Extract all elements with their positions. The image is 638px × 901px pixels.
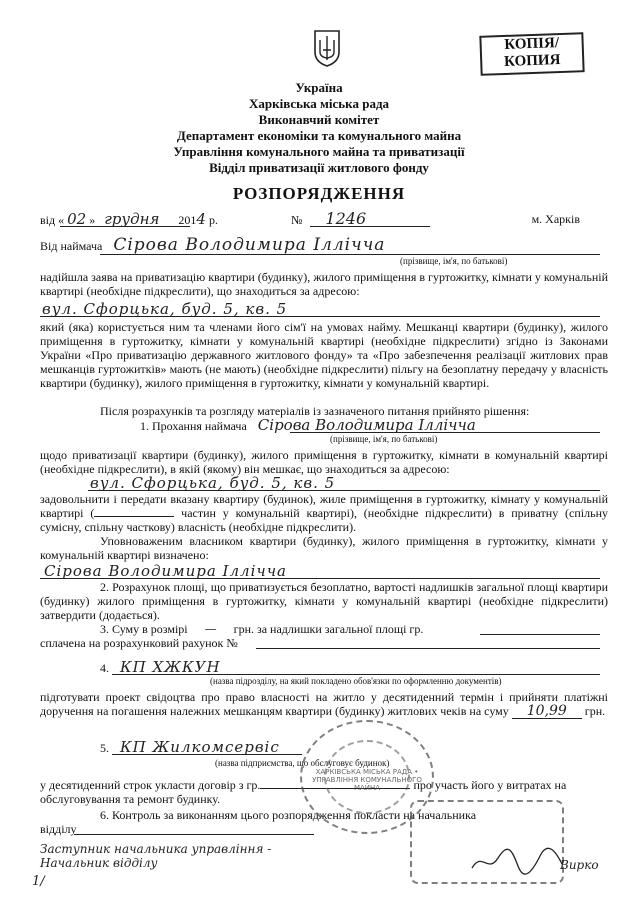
signatory-deputy: Заступник начальника управління - (40, 842, 272, 856)
date-day: 02 (67, 210, 87, 228)
header-council: Харківська міська рада (248, 96, 390, 111)
paragraph-tenants: який (яка) користується ним та членами його сім'ї на умовах найму. Мешканці квартири (будинку), жилого приміщення в гуртожитку, кімнати у комунальній квартирі (необхідне підкреслити) згідно із Законами України «Про приватизацію державного житлового фонду» та «Про забезпечення реалізації житлових прав мешканців гуртожитків» мають (не мають) (необхідне підкреслити) пільгу на безоплатну передачу у власність квартири (будинку), жилого приміщення в гуртожитку, кімнати у комунальній квартирі. (40, 320, 608, 390)
item5-handwritten: КП Жилкомсервіс (120, 738, 280, 756)
date-month: грудня (104, 210, 160, 228)
item-5: 5. КП Жилкомсервіс (100, 738, 280, 756)
tenant-name: Сірова Володимира Іллічча (113, 235, 386, 255)
item4-handwritten: КП ХЖКУН (120, 658, 221, 676)
header-country: Україна (295, 80, 343, 95)
item-6: 6. Контроль за виконанням цього розпорядження покласти на начальника (100, 808, 477, 822)
cheque-amount: 10,99 (512, 704, 582, 719)
paragraph-decision: Після розрахунків та розгляду матеріалів із зазначеного питання прийнято рішення: (100, 404, 530, 418)
header-division: Відділ приватизації житлового фонду (209, 160, 429, 175)
header-committee: Виконавчий комітет (258, 112, 380, 127)
item1-tenant-name: Сірова Володимира Іллічча (257, 416, 476, 434)
address-handwritten: вул. Сфорцька, буд. 5, кв. 5 (42, 300, 288, 318)
date-line: від « 02 » грудня 2014 р. № 1246 м. Харків (40, 209, 580, 228)
item-2: 2. Розрахунок площі, що приватизується безоплатно, вартості надлишків загальної площі квартири (будинку) жилого приміщення в гуртожитку, кімнати у комунальній квартирі (необхідне підкреслити) затвердити (додається). (40, 580, 608, 622)
item5-hint: (назва підприємства, що обслуговує будинок) (215, 758, 390, 768)
item-4: 4. КП ХЖКУН (100, 658, 221, 676)
item1-hint: (прізвище, ім'я, по батькові) (330, 434, 438, 444)
address-handwritten-2: вул. Сфорцька, буд. 5, кв. 5 (90, 474, 336, 492)
paragraph-contract: у десятиденний строк укласти договір з гр. про участь його у витратах на обслуговування та ремонт будинку. (40, 778, 567, 806)
paragraph-request: надійшла заява на приватизацію квартири (будинку), жилого приміщення в гуртожитку, кімнати у комунальній квартирі (необхідне підкреслити), що знаходиться за адресою: (40, 270, 608, 298)
item-3-account: сплачена на розрахунковий рахунок № (40, 636, 238, 650)
item4-hint: (назва підрозділу, на який покладено обов'язки по оформленню документів) (210, 676, 502, 686)
document-title: РОЗПОРЯДЖЕННЯ (232, 184, 406, 203)
official-seal: ХАРКІВСЬКА МІСЬКА РАДА • УПРАВЛІННЯ КОМУНАЛЬНОГО МАЙНА (300, 720, 434, 834)
paragraph-address: щодо приватизації квартири (будинку), жилого приміщення в гуртожитку, кімнати в комунальній квартирі (необхідне підкреслити), в якій (якому) він мешкає, що знаходиться за адресою: (40, 448, 608, 476)
page-corner-mark: 1/ (32, 874, 45, 889)
item-3: 3. Суму в розмірі — грн. за надлишки загальної площі гр. (100, 622, 424, 636)
paragraph-owner: Уповноваженим власником квартири (будинку), жилого приміщення в гуртожитку, кімнати у комунальній квартирі визначено: (40, 534, 608, 562)
header-department: Департамент економіки та комунального майна (176, 128, 462, 143)
from-hint: (прізвище, ім'я, по батькові) (400, 256, 508, 266)
paragraph-certificate: підготувати проект свідоцтва про право власності на житло у десятиденний термін і прийняти платіжні доручення на погашення належних мешканцям квартири (будинку) житлових чеків на суму 10,99 грн. (40, 690, 608, 719)
from-line: Від наймача Сірова Володимира Іллічча (40, 235, 386, 255)
paragraph-transfer: задовольнити і передати вказану квартиру (будинок), жиле приміщення в гуртожитку, кімнату у комунальній квартирі ( частин у комунальній квартирі), (необхідне підкреслити) в приватну (спільну сумісну, спільну часткову) власність (необхідне підкреслити). (40, 492, 609, 534)
item-6-division: відділу (40, 822, 77, 836)
signatory-head: Начальник відділу (40, 856, 158, 870)
owner-handwritten: Сірова Володимира Іллічча (44, 562, 287, 580)
coat-of-arms-icon (312, 28, 342, 68)
signature-name: Вирко (560, 858, 599, 872)
order-number: 1246 (325, 209, 367, 228)
header-directorate: Управління комунального майна та приватизації (173, 144, 465, 159)
copy-stamp: КОПІЯ/ КОПИЯ (479, 32, 584, 76)
item-1: 1. Прохання наймача Сірова Володимира Іллічча (140, 416, 476, 434)
